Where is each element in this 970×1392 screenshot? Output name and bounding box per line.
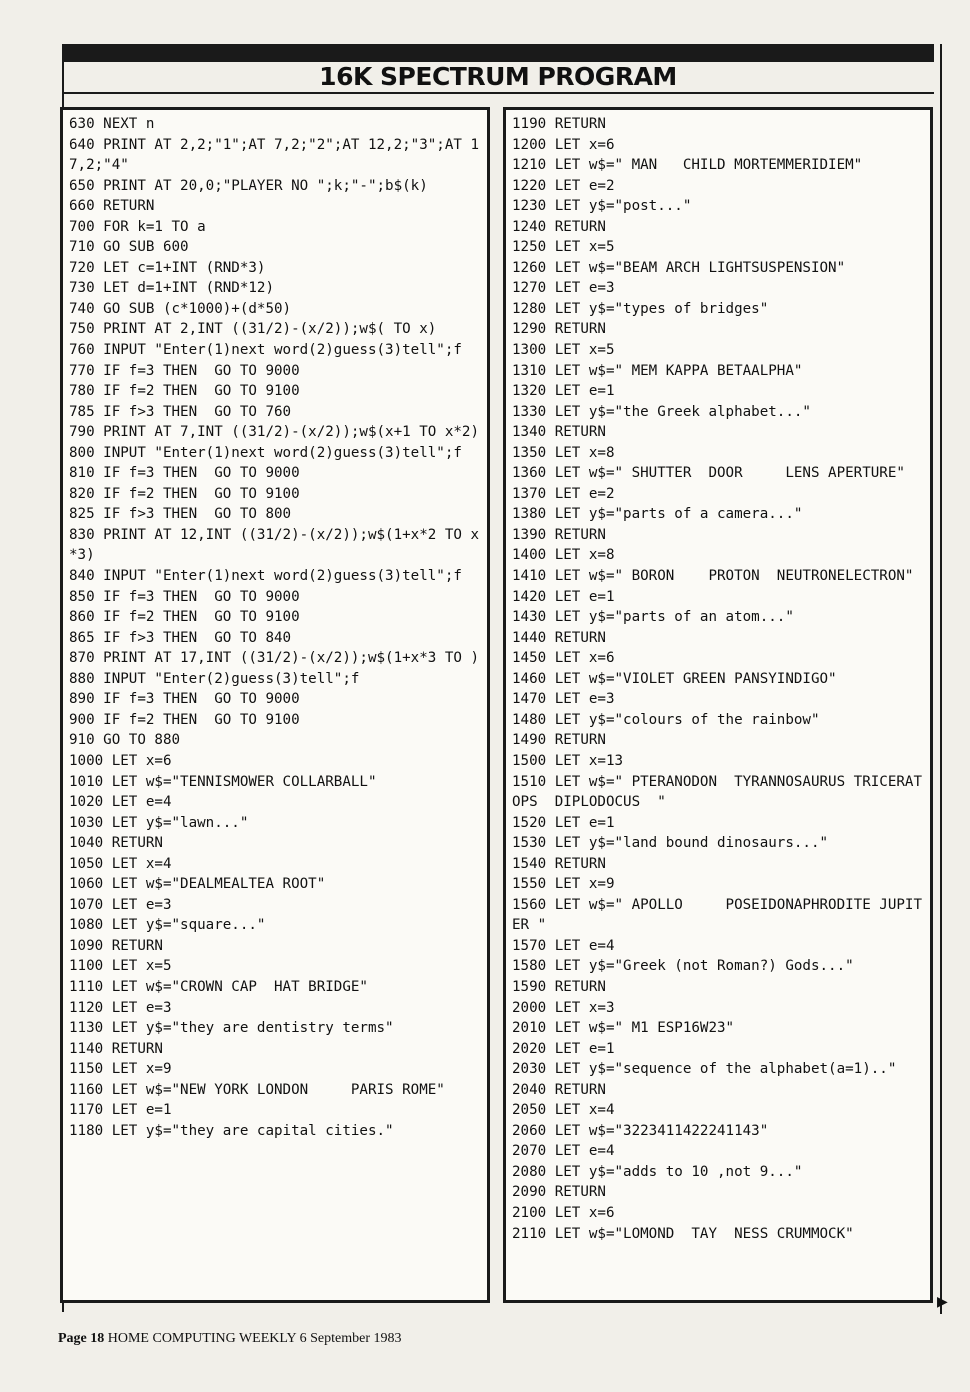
listing-panel-left	[60, 107, 490, 1303]
page-footer	[58, 1331, 402, 1347]
listing-panel-right	[503, 107, 933, 1303]
page-rule-right	[940, 44, 942, 1314]
program-listing-right: 1190 RETURN 1200 LET x=6 1210 LET w$=" MAN CHILD MORTEMMERIDIEM" 1220 LET e=2 1230 LET y$="post..." 1240 RETURN 1250 LET x=5 1260 LET w$="BEAM ARCH LIGHTSUSPENSION" 1270 LET e=3 1280 LET y$="types of bridges" 1290 RETURN 1300 LET x=5 1310 LET w$=" MEM KAPPA BETAALPHA" 1320 LET e=1 1330 LET y$="the Greek alphabet..." 1340 RETURN 1350 LET x=8 1360 LET w$=" SHUTTER DOOR LENS APERTURE" 1370 LET e=2 1380 LET y$="parts of a camera..." 1390 RETURN 1400 LET x=8 1410 LET w$=" BORON PROTON NEUTRONELECTRON" 1420 LET e=1 1430 LET y$="parts of an atom..." 1440 RETURN 1450 LET x=6 1460 LET w$="VIOLET GREEN PANSYINDIGO" 1470 LET e=3 1480 LET y$="colours of the rainbow" 1490 RETURN 1500 LET x=13 1510 LET w$=" PTERANODON TYRANNOSAURUS TRICERATOPS DIPLODOCUS " 1520 LET e=1 1530 LET y$="land bound dinosaurs..." 1540 RETURN 1550 LET x=9 1560 LET w$=" APOLLO POSEIDONAPHRODITE JUPITER " 1570 LET e=4 1580 LET y$="Greek (not Roman?) Gods..." 1590 RETURN 2000 LET x=3 2010 LET w$=" M1 ESP16W23" 2020 LET e=1 2030 LET y$="sequence of the alphabet(a=1).." 2040 RETURN 2050 LET x=4 2060 LET w$="3223411422241143" 2070 LET e=4 2080 LET y$="adds to 10 ,not 9..." 2090 RETURN 2100 LET x=6 2110 LET w$="LOMOND TAY NESS CRUMMOCK"	[512, 116, 922, 1242]
page-title: 16K SPECTRUM PROGRAM	[319, 62, 677, 91]
page-number: Page 18	[58, 1331, 105, 1346]
continue-arrow-icon: ▶	[937, 1294, 948, 1310]
header-bar	[62, 44, 934, 62]
program-listing-left: 630 NEXT n 640 PRINT AT 2,2;"1";AT 7,2;"2";AT 12,2;"3";AT 17,2;"4" 650 PRINT AT 20,0;"PLAYER NO ";k;"-";b$(k) 660 RETURN 700 FOR k=1 TO a 710 GO SUB 600 720 LET c=1+INT (RND*3) 730 LET d=1+INT (RND*12) 740 GO SUB (c*1000)+(d*50) 750 PRINT AT 2,INT ((31/2)-(x/2));w$( TO x) 760 INPUT "Enter(1)next word(2)guess(3)tell";f 770 IF f=3 THEN GO TO 9000 780 IF f=2 THEN GO TO 9100 785 IF f>3 THEN GO TO 760 790 PRINT AT 7,INT ((31/2)-(x/2));w$(x+1 TO x*2) 800 INPUT "Enter(1)next word(2)guess(3)tell";f 810 IF f=3 THEN GO TO 9000 820 IF f=2 THEN GO TO 9100 825 IF f>3 THEN GO TO 800 830 PRINT AT 12,INT ((31/2)-(x/2));w$(1+x*2 TO x*3) 840 INPUT "Enter(1)next word(2)guess(3)tell";f 850 IF f=3 THEN GO TO 9000 860 IF f=2 THEN GO TO 9100 865 IF f>3 THEN GO TO 840 870 PRINT AT 17,INT ((31/2)-(x/2));w$(1+x*3 TO ) 880 INPUT "Enter(2)guess(3)tell";f 890 IF f=3 THEN GO TO 9000 900 IF f=2 THEN GO TO 9100 910 GO TO 880 1000 LET x=6 1010 LET w$="TENNISMOWER COLLARBALL" 1020 LET e=4 1030 LET y$="lawn..." 1040 RETURN 1050 LET x=4 1060 LET w$="DEALMEALTEA ROOT" 1070 LET e=3 1080 LET y$="square..." 1090 RETURN 1100 LET x=5 1110 LET w$="CROWN CAP HAT BRIDGE" 1120 LET e=3 1130 LET y$="they are dentistry terms" 1140 RETURN 1150 LET x=9 1160 LET w$="NEW YORK LONDON PARIS ROME" 1170 LET e=1 1180 LET y$="they are capital cities."	[69, 116, 479, 1139]
publication-info: HOME COMPUTING WEEKLY 6 September 1983	[107, 1331, 402, 1346]
title-underline	[62, 92, 934, 94]
